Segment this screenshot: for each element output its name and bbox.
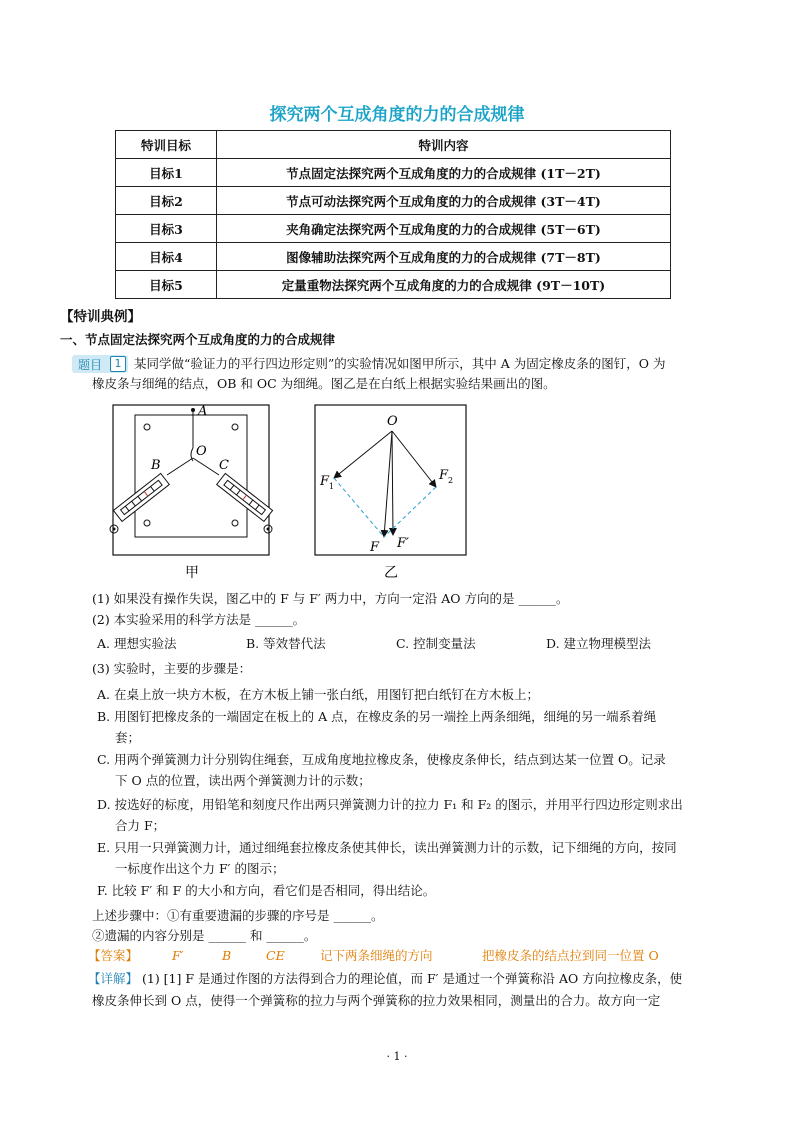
figure-jia: [105, 403, 277, 583]
question-part1: (1) 如果没有操作失误，图乙中的 F 与 F′ 两力中，方向一定沿 AO 方向的是 ______。: [92, 591, 569, 606]
ring-center: [267, 528, 270, 531]
step-e-cont: 一标度作出这个力 F′ 的图示；: [115, 861, 285, 876]
vector-f: [384, 431, 392, 537]
option-a: A. 理想实验法: [97, 636, 177, 651]
table-cell: 目标4: [116, 243, 217, 271]
detail-label: 【详解】: [88, 971, 139, 986]
string-ob: [167, 458, 193, 475]
question-intro-line2: 橡皮条与细绳的结点，OB 和 OC 为细绳。图乙是在白纸上根据实验结果画出的图。: [92, 376, 556, 391]
dashed-line: [334, 478, 384, 537]
answer-5: 把橡皮条的结点拉到同一位置 O: [482, 948, 659, 963]
pin-icon: [144, 424, 150, 430]
table-cell: 定量重物法探究两个互成角度的力的合成规律 (9T－10T): [217, 271, 671, 299]
caption-jia: 甲: [185, 565, 199, 581]
step-b: B. 用图钉把橡皮条的一端固定在板上的 A 点，在橡皮条的另一端拴上两条细绳，细绳的另一端系着绳: [97, 709, 657, 724]
step-c-cont: 下 O 点的位置，读出两个弹簧测力计的示数；: [115, 773, 371, 788]
table-header: 特训目标: [116, 131, 217, 159]
table-row: [116, 271, 671, 299]
step-d: D. 按选好的标度，用铅笔和刻度尺作出两只弹簧测力计的拉力 F₁ 和 F₂ 的图示，并用平行四边形定则求出: [97, 797, 683, 812]
answer-4: 记下两条细绳的方向: [320, 948, 433, 963]
table-header: 特训内容: [217, 131, 671, 159]
step-e: E. 只用一只弹簧测力计，通过细绳套拉橡皮条使其伸长，读出弹簧测力计的示数，记下细绳的方向，按同: [97, 840, 677, 855]
ring-center: [113, 528, 116, 531]
label-f: F: [370, 540, 380, 555]
answer-3: CE: [266, 948, 285, 963]
detail-line2: 橡皮条伸长到 O 点，使得一个弹簧称的拉力与两个弹簧称的拉力效果相同，测量出的合力。故方向一定: [92, 993, 661, 1008]
pin-icon: [232, 520, 238, 526]
question-tag-number: 1: [110, 356, 126, 372]
table-cell: 目标5: [116, 271, 217, 299]
step-a: A. 在桌上放一块方木板，在方木板上铺一张白纸，用图钉把白纸钉在方木板上；: [97, 687, 539, 702]
table-cell: 夹角确定法探究两个互成角度的力的合成规律 (5T－6T): [217, 215, 671, 243]
label-b: B: [151, 458, 161, 473]
dashed-line: [384, 487, 436, 537]
table-cell: 节点固定法探究两个互成角度的力的合成规律 (1T－2T): [217, 159, 671, 187]
step-b-cont: 套；: [115, 730, 141, 745]
question-part2: (2) 本实验采用的科学方法是 ______。: [92, 612, 306, 627]
pin-icon: [232, 424, 238, 430]
label-f2: F: [439, 468, 449, 483]
label-a: A: [198, 404, 208, 419]
label-f-prime: F′: [397, 536, 409, 551]
table-row: [116, 215, 671, 243]
string-oc: [193, 458, 219, 475]
goals-table: [115, 130, 671, 299]
board-outer: [113, 405, 269, 555]
section-title: 【特训典例】: [60, 309, 141, 325]
label-f1-sub: 1: [329, 482, 335, 491]
table-header-row: [116, 131, 671, 159]
answer-1: F′: [172, 948, 184, 963]
option-b: B. 等效替代法: [246, 636, 326, 651]
omission-question-2: ②遗漏的内容分别是 ______ 和 ______。: [92, 928, 317, 943]
vector-f1: [334, 431, 392, 478]
question-intro-line1: 某同学做“验证力的平行四边形定则”的实验情况如图甲所示，其中 A 为固定橡皮条的图钉，O 为: [134, 356, 666, 371]
omission-question-1: 上述步骤中：①有重要遗漏的步骤的序号是 ______。: [92, 908, 384, 923]
page-title: 探究两个互成角度的力的合成规律: [269, 105, 525, 125]
pin-icon: [144, 520, 150, 526]
option-c: C. 控制变量法: [396, 636, 476, 651]
paper-sheet: [135, 415, 247, 537]
detail-line1: (1) [1] F 是通过作图的方法得到合力的理论值，而 F′ 是通过一个弹簧称沿 AO 方向拉橡皮条，使: [142, 971, 683, 986]
step-c: C. 用两个弹簧测力计分别钩住绳套，互成角度地拉橡皮条，使橡皮条伸长，结点到达某一位置 O。记录: [97, 752, 666, 767]
spring-scale-right: [217, 473, 273, 521]
table-cell: 目标3: [116, 215, 217, 243]
label-f2-sub: 2: [448, 476, 454, 485]
table-cell: 目标1: [116, 159, 217, 187]
caption-yi: 乙: [384, 565, 398, 581]
table-cell: 节点可动法探究两个互成角度的力的合成规律 (3T－4T): [217, 187, 671, 215]
spring-scale-left: [113, 473, 169, 521]
question-tag-label: 题目: [78, 358, 103, 372]
table-cell: 目标2: [116, 187, 217, 215]
table-row: [116, 159, 671, 187]
figure-yi: [312, 403, 472, 583]
label-o2: O: [387, 414, 398, 429]
question-tag: [72, 355, 128, 373]
table-row: [116, 187, 671, 215]
question-part3: (3) 实验时，主要的步骤是：: [92, 661, 252, 676]
step-f: F. 比较 F′ 和 F 的大小和方向，看它们是否相同，得出结论。: [97, 883, 436, 898]
option-d: D. 建立物理模型法: [546, 636, 652, 651]
vector-f2: [392, 431, 436, 487]
subsection-title: 一、节点固定法探究两个互成角度的力的合成规律: [60, 332, 336, 347]
page-number: · 1 ·: [386, 1050, 408, 1063]
label-o: O: [196, 444, 207, 459]
label-f1: F: [320, 474, 330, 489]
answer-2: B: [222, 948, 232, 963]
table-cell: 图像辅助法探究两个互成角度的力的合成规律 (7T－8T): [217, 243, 671, 271]
table-row: [116, 243, 671, 271]
vector-f-prime: [392, 431, 393, 535]
step-d-cont: 合力 F；: [115, 818, 166, 833]
answer-label: 【答案】: [88, 948, 139, 963]
label-c: C: [219, 458, 229, 473]
